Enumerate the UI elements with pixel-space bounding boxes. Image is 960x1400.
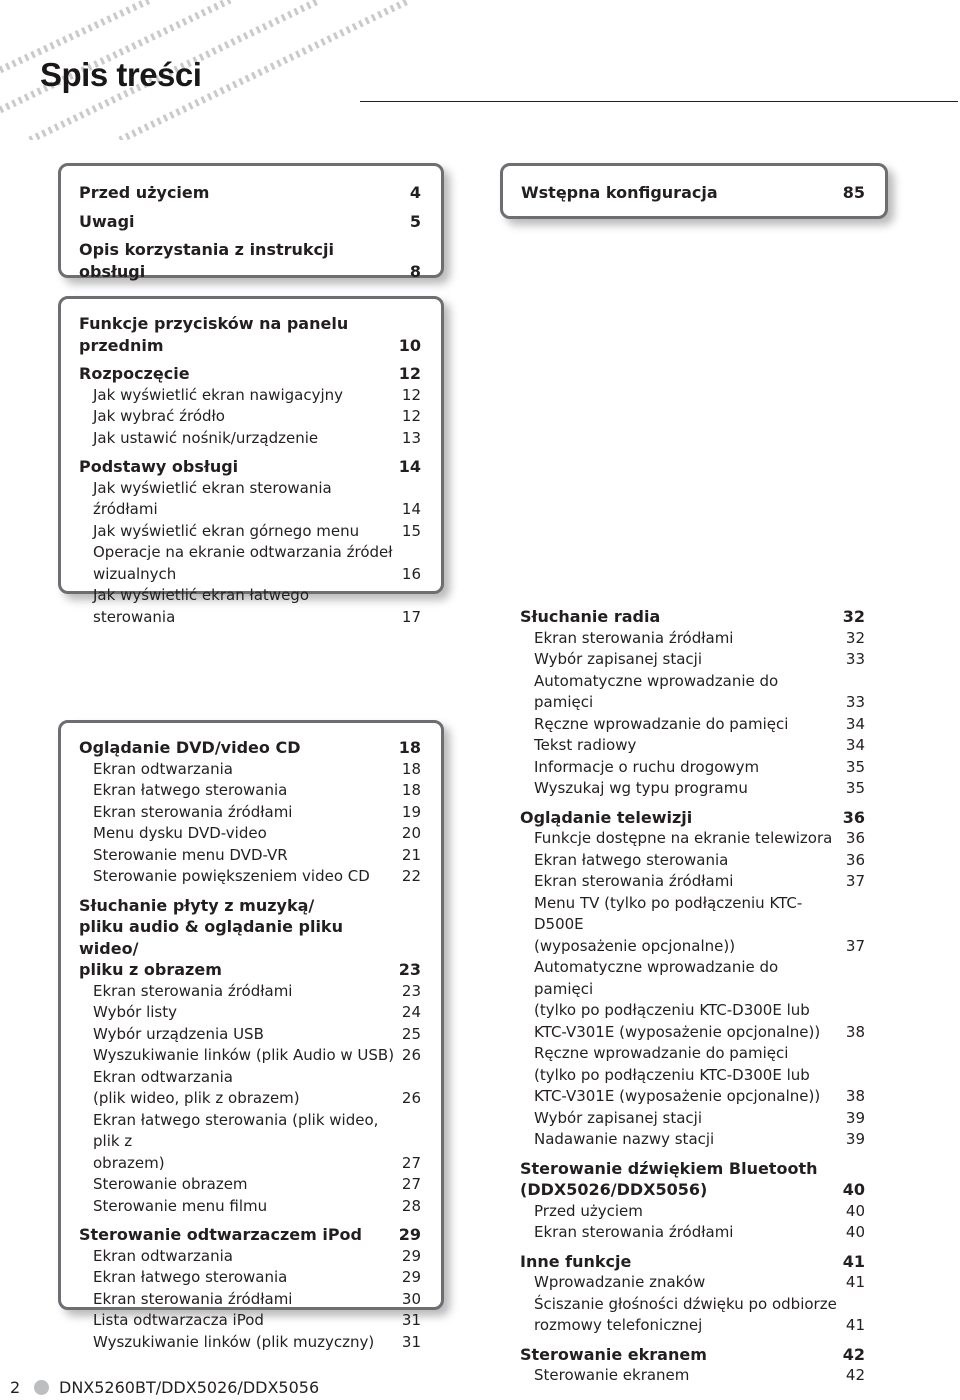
toc-page-number: 27	[401, 1153, 421, 1172]
toc-entry	[79, 780, 421, 802]
toc-page-number: 41	[845, 1316, 865, 1334]
toc-entry	[520, 735, 865, 757]
toc-heading	[79, 182, 421, 204]
toc-entry-label: Wybór listy	[93, 1003, 177, 1021]
toc-page-number: 34	[845, 736, 865, 754]
toc-page-number: 13	[401, 428, 421, 447]
toc-page-number: 12	[398, 364, 421, 383]
toc-entry-label: Ściszanie głośności dźwięku po odbiorze rozmowy telefonicznej	[534, 1294, 837, 1334]
toc-entry-label: Przed użyciem	[534, 1201, 643, 1220]
toc-heading	[79, 313, 421, 356]
toc-heading	[79, 239, 421, 282]
toc-entry	[520, 850, 865, 872]
toc-entry-label: Sterowanie ekranem	[520, 1344, 707, 1364]
toc-entry	[520, 628, 865, 650]
toc-page-number: 24	[401, 1003, 421, 1021]
toc-entry-label: Słuchanie płyty z muzyką/ pliku audio & oglądanie pliku wideo/ pliku z obrazem	[79, 895, 343, 979]
toc-entry-label: Sterowanie menu DVD-VR	[93, 845, 288, 864]
toc-page-number: 25	[401, 1024, 421, 1043]
toc-page-number: 85	[842, 183, 865, 202]
title-rule	[360, 101, 958, 102]
toc-heading	[79, 1224, 421, 1246]
toc-entry-label: Jak wyświetlić ekran nawigacyjny	[93, 385, 343, 404]
toc-page-number: 31	[401, 1332, 421, 1351]
toc-entry	[520, 1201, 865, 1223]
toc-entry	[79, 845, 421, 867]
toc-entry	[79, 981, 421, 1003]
toc-page-number: 21	[401, 845, 421, 864]
toc-heading	[521, 182, 865, 204]
footer-dot-icon	[34, 1380, 49, 1395]
toc-entry-label: Inne funkcje	[520, 1251, 632, 1271]
toc-entry	[79, 866, 421, 888]
toc-entry-label: Menu dysku DVD-video	[93, 824, 267, 842]
toc-page-number: 30	[401, 1289, 421, 1308]
toc-entry-label: Ekran sterowania źródłami	[534, 872, 734, 890]
toc-heading	[520, 807, 865, 829]
toc-page-number: 42	[842, 1344, 865, 1364]
toc-page-number: 29	[401, 1268, 421, 1286]
toc-page-number: 39	[845, 1108, 865, 1127]
toc-entry	[79, 1267, 421, 1289]
toc-entry	[520, 1129, 865, 1151]
toc-heading	[520, 1158, 865, 1201]
toc-entry	[79, 1289, 421, 1311]
toc-page-number: 31	[401, 1311, 421, 1329]
toc-entry	[79, 406, 421, 428]
toc-entry-label: Sterowanie powiększeniem video CD	[93, 867, 370, 885]
toc-entry-label: Ręczne wprowadzanie do pamięci (tylko po podłączeniu KTC-D300E lub KTC-V301E (wyposażenie opcjonalne))	[534, 1044, 821, 1105]
toc-entry-label: Ekran łatwego sterowania	[93, 1268, 288, 1286]
toc-entry	[79, 802, 421, 824]
toc-entry	[79, 1174, 421, 1196]
toc-list	[79, 313, 421, 628]
toc-page-number: 12	[401, 407, 421, 425]
toc-entry-label: Ręczne wprowadzanie do pamięci	[534, 714, 789, 733]
toc-page-number: 28	[401, 1196, 421, 1215]
toc-entry	[79, 1067, 421, 1110]
toc-page-number: 36	[845, 829, 865, 847]
toc-entry-label: Sterowanie menu filmu	[93, 1196, 268, 1215]
toc-page-number: 35	[845, 757, 865, 776]
toc-entry-label: Jak wyświetlić ekran górnego menu	[93, 521, 360, 540]
toc-entry-label: Nadawanie nazwy stacji	[534, 1130, 715, 1148]
toc-entry	[79, 521, 421, 543]
toc-page-number: 41	[845, 1273, 865, 1291]
toc-page-number: 34	[845, 714, 865, 733]
toc-entry-label: Oglądanie DVD/video CD	[79, 738, 301, 757]
toc-page-number: 37	[845, 872, 865, 890]
toc-page-number: 27	[401, 1175, 421, 1193]
toc-page-number: 37	[845, 936, 865, 955]
toc-entry-label: Informacje o ruchu drogowym	[534, 757, 760, 776]
page-number: 2	[10, 1378, 21, 1397]
toc-list	[79, 182, 421, 282]
toc-entry-label: Wyszukaj wg typu programu	[534, 779, 748, 797]
toc-page-number: 5	[409, 211, 421, 231]
toc-entry	[79, 1002, 421, 1024]
toc-page-number: 14	[401, 500, 421, 518]
toc-entry	[520, 871, 865, 893]
toc-heading	[79, 211, 421, 233]
toc-entry-label: Lista odtwarzacza iPod	[93, 1311, 264, 1329]
page-footer	[10, 1378, 319, 1397]
toc-entry	[79, 428, 421, 450]
toc-entry-label: Jak ustawić nośnik/urządzenie	[93, 428, 319, 447]
toc-entry-label: Ekran odtwarzania	[93, 1246, 233, 1265]
toc-entry-label: Automatyczne wprowadzanie do pamięci (tylko po podłączeniu KTC-D300E lub KTC-V301E (wyposażenie opcjonalne))	[534, 958, 821, 1041]
toc-entry-label: Wprowadzanie znaków	[534, 1273, 706, 1291]
toc-page-number: 26	[401, 1089, 421, 1107]
toc-entry	[79, 542, 421, 585]
toc-column-right	[520, 606, 865, 1387]
toc-entry	[79, 1024, 421, 1046]
toc-page-number: 42	[845, 1366, 865, 1384]
toc-page-number: 22	[401, 867, 421, 885]
toc-heading	[79, 895, 421, 981]
toc-entry-label: Ekran łatwego sterowania	[93, 781, 288, 799]
toc-entry-label: Ekran łatwego sterowania (plik wideo, plik z obrazem)	[93, 1110, 379, 1172]
toc-page-number: 19	[401, 802, 421, 821]
toc-entry	[520, 957, 865, 1043]
toc-page-number: 12	[401, 385, 421, 404]
toc-page-number: 26	[401, 1046, 421, 1064]
toc-entry	[79, 759, 421, 781]
toc-page-number: 40	[845, 1223, 865, 1241]
toc-box-setup	[500, 163, 888, 219]
toc-list	[521, 182, 865, 204]
toc-page-number: 38	[845, 1022, 865, 1041]
toc-entry	[520, 1294, 865, 1337]
model-names: DNX5260BT/DDX5026/DDX5056	[59, 1378, 320, 1397]
toc-entry-label: Ekran sterowania źródłami	[534, 628, 734, 647]
toc-page-number: 14	[398, 457, 421, 476]
toc-entry	[79, 1332, 421, 1354]
toc-entry	[520, 757, 865, 779]
toc-box-media	[58, 720, 444, 1351]
toc-page-number: 39	[845, 1130, 865, 1148]
toc-page-number: 32	[842, 607, 865, 626]
toc-entry-label: Rozpoczęcie	[79, 364, 190, 383]
toc-entry-label: Opis korzystania z instrukcji obsługi	[79, 240, 334, 281]
toc-page-number: 20	[401, 824, 421, 842]
toc-box-intro	[58, 163, 444, 281]
toc-entry-label: Jak wyświetlić ekran łatwego sterowania	[93, 586, 310, 626]
toc-heading	[520, 606, 865, 628]
toc-page-number: 33	[845, 650, 865, 668]
toc-page-number: 40	[845, 1201, 865, 1220]
toc-page-number: 41	[842, 1251, 865, 1271]
toc-page-number: 32	[845, 628, 865, 647]
toc-entry	[520, 828, 865, 850]
toc-entry-label: Sterowanie dźwiękiem Bluetooth (DDX5026/DDX5056)	[520, 1158, 818, 1199]
toc-entry	[520, 1272, 865, 1294]
toc-entry-label: Wyszukiwanie linków (plik muzyczny)	[93, 1332, 375, 1351]
toc-entry-label: Podstawy obsługi	[79, 457, 239, 476]
toc-entry-label: Ekran odtwarzania	[93, 759, 233, 778]
toc-page-number: 18	[401, 759, 421, 778]
toc-page-number: 15	[401, 521, 421, 540]
toc-entry	[520, 1222, 865, 1244]
toc-page-number: 36	[842, 807, 865, 827]
toc-entry-label: Funkcje dostępne na ekranie telewizora	[534, 829, 833, 847]
toc-page-number: 36	[845, 850, 865, 869]
toc-entry	[79, 385, 421, 407]
toc-entry	[520, 671, 865, 714]
toc-page-number: 29	[401, 1246, 421, 1265]
toc-entry-label: Automatyczne wprowadzanie do pamięci	[534, 671, 779, 711]
toc-entry-label: Ekran sterowania źródłami	[93, 981, 293, 1000]
toc-entry-label: Funkcje przycisków na panelu przednim	[79, 314, 349, 355]
toc-entry	[520, 1365, 865, 1387]
toc-page-number: 17	[401, 607, 421, 626]
toc-entry-label: Jak wyświetlić ekran sterowania źródłami	[93, 478, 332, 518]
page-title: Spis treści	[40, 56, 202, 93]
toc-entry-label: Wyszukiwanie linków (plik Audio w USB)	[93, 1046, 395, 1064]
toc-heading	[79, 737, 421, 759]
toc-entry-label: Sterowanie odtwarzaczem iPod	[79, 1225, 362, 1244]
toc-entry-label: Sterowanie obrazem	[93, 1175, 248, 1193]
toc-list	[520, 606, 865, 1387]
toc-entry-label: Ekran odtwarzania (plik wideo, plik z obrazem)	[93, 1067, 300, 1107]
toc-entry	[79, 823, 421, 845]
toc-page-number: 23	[398, 960, 421, 979]
toc-entry-label: Sterowanie ekranem	[534, 1366, 690, 1384]
toc-page-number: 29	[398, 1225, 421, 1244]
toc-entry-label: Menu TV (tylko po podłączeniu KTC-D500E (wyposażenie opcjonalne))	[534, 893, 803, 955]
toc-entry-label: Ekran łatwego sterowania	[534, 850, 729, 869]
toc-page-number: 16	[401, 564, 421, 583]
toc-entry-label: Wybór zapisanej stacji	[534, 1108, 702, 1127]
toc-entry	[520, 893, 865, 958]
toc-heading	[79, 363, 421, 385]
toc-entry	[79, 1110, 421, 1175]
toc-entry-label: Operacje na ekranie odtwarzania źródeł wizualnych	[93, 543, 393, 583]
toc-heading	[520, 1344, 865, 1366]
toc-entry	[79, 1310, 421, 1332]
toc-heading	[520, 1251, 865, 1273]
toc-entry	[520, 1108, 865, 1130]
toc-entry-label: Ekran sterowania źródłami	[534, 1223, 734, 1241]
toc-page-number: 8	[409, 261, 421, 281]
toc-entry-label: Tekst radiowy	[534, 736, 637, 754]
toc-page-number: 35	[845, 779, 865, 797]
toc-heading	[79, 456, 421, 478]
toc-entry	[79, 1045, 421, 1067]
toc-entry-label: Słuchanie radia	[520, 607, 661, 626]
toc-page-number: 33	[845, 693, 865, 711]
toc-entry-label: Przed użyciem	[79, 183, 210, 202]
shadow-placeholder	[490, 296, 898, 596]
toc-entry-label: Jak wybrać źródło	[93, 407, 225, 425]
toc-page-number: 18	[401, 781, 421, 799]
toc-entry	[520, 1043, 865, 1108]
toc-list	[79, 737, 421, 1353]
toc-entry-label: Ekran sterowania źródłami	[93, 802, 293, 821]
toc-page-number: 23	[401, 981, 421, 1000]
toc-entry-label: Oglądanie telewizji	[520, 807, 693, 827]
toc-page-number: 18	[398, 738, 421, 757]
toc-entry-label: Wstępna konfiguracja	[521, 183, 718, 202]
toc-entry	[79, 1246, 421, 1268]
toc-entry	[520, 649, 865, 671]
toc-page-number: 40	[842, 1180, 865, 1199]
toc-entry-label: Uwagi	[79, 211, 135, 231]
toc-page-number: 4	[409, 183, 421, 202]
toc-entry	[520, 714, 865, 736]
toc-entry-label: Wybór zapisanej stacji	[534, 650, 702, 668]
toc-entry	[79, 1196, 421, 1218]
toc-page-number: 10	[398, 335, 421, 355]
toc-box-basics	[58, 296, 444, 626]
toc-entry	[79, 478, 421, 521]
toc-entry	[520, 778, 865, 800]
toc-entry	[79, 585, 421, 628]
toc-entry-label: Ekran sterowania źródłami	[93, 1289, 293, 1308]
toc-page-number: 38	[845, 1087, 865, 1105]
toc-entry-label: Wybór urządzenia USB	[93, 1024, 264, 1043]
